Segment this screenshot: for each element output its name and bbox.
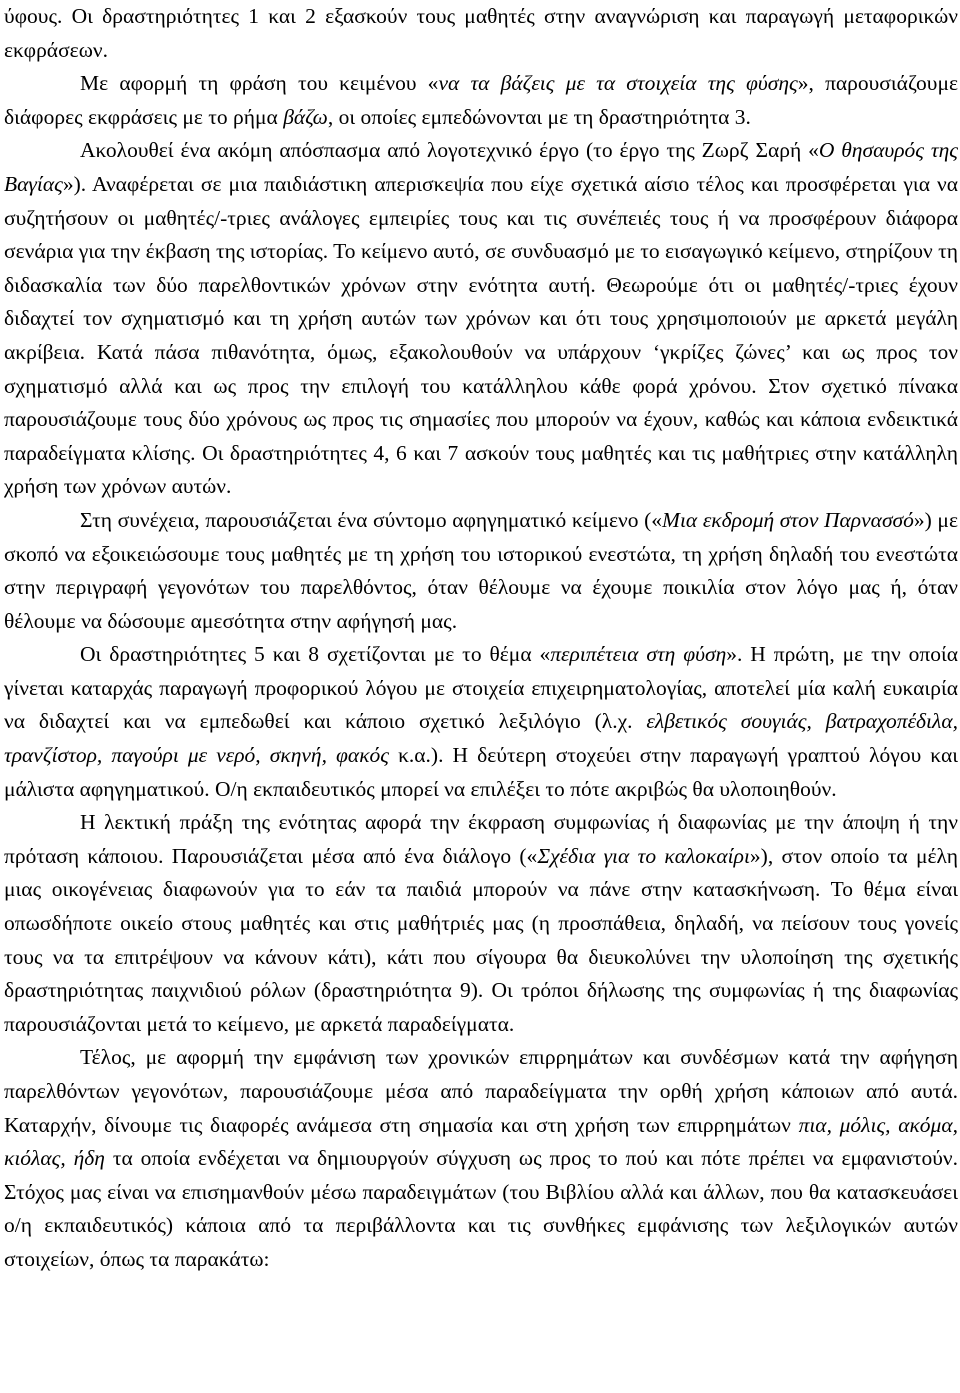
paragraph-text: Στη συνέχεια, παρουσιάζεται ένα σύντομο αφηγηματικό κείμενο («: [80, 507, 663, 532]
paragraph: [4, 67, 958, 134]
paragraph-text: Ακολουθεί ένα ακόμη απόσπασμα από λογοτεχνικό έργο (το έργο της Ζωρζ Σαρή «: [80, 138, 819, 163]
paragraph-text: ») με σκοπό να εξοικειώσουμε τους μαθητές με τη χρήση του ιστορικού ενεστώτα, τη χρήση δηλαδή του ενεστώτα στην περιγραφή γεγονότων του παρελθόντος, όταν θέλουμε να έχουμε ποικιλία στον λόγο μας ή, όταν θέλουμε να δώσουμε αμεσότητα στην αφήγησή μας.: [4, 507, 958, 633]
paragraph-text: »), στον οποίο τα μέλη μιας οικογένειας διαφωνούν για το εάν τα παιδιά μπορούν να πάνε στην κατασκήνωση. Το θέμα είναι οπωσδήποτε οικείο στους μαθητές και στις μαθήτριές μας (η προσπάθεια, δηλαδή, να πείσουν τους γονείς τους να τα επιτρέψουν να κάνουν κάτι), κάτι που σίγουρα θα διευκολύνει την υλοποίηση της σχετικής δραστηριότητας παιχνιδιού ρόλων (δραστηριότητα 9). Οι τρόποι δήλωσης της συμφωνίας ή της διαφωνίας παρουσιάζονται μετά το κείμενο, με αρκετά παραδείγματα.: [4, 843, 958, 1036]
paragraph-text: τα οποία ενδέχεται να δημιουργούν σύγχυση ως προς το πού και πότε πρέπει να εμφανιστούν. Στόχος μας είναι να επισημανθούν μέσω παραδειγμάτων (του Βιβλίου αλλά και άλλων, που θα κατασκευάσει ο/η εκπαιδευτικός) κάποια από τα περιβάλλοντα και τις συνθήκες εμφάνισης των λεξιλογικών αυτών στοιχείων, όπως τα παρακάτω:: [4, 1146, 958, 1271]
paragraph-text: ύφους. Οι δραστηριότητες 1 και 2 εξασκούν τους μαθητές στην αναγνώριση και παραγωγή μεταφορικών εκφράσεων.: [4, 4, 958, 62]
paragraph: [4, 1041, 958, 1276]
paragraph-text: , οι οποίες εμπεδώνονται με τη δραστηριότητα 3.: [327, 104, 751, 129]
italic-text: πια, μόλις, ακόμα, κιόλας, ήδη: [4, 1112, 959, 1171]
paragraph-text: Η λεκτική πράξη της ενότητας αφορά την έκφραση συμφωνίας ή διαφωνίας με την άποψη ή την πρόταση κάποιου. Παρουσιάζεται μέσα από ένα διάλογο («: [4, 810, 958, 868]
italic-text: Σχέδια για το καλοκαίρι: [537, 843, 750, 868]
paragraph-text: », παρουσιάζουμε διάφορες εκφράσεις με το ρήμα: [4, 71, 959, 129]
italic-text: ελβετικός σουγιάς, βατραχοπέδιλα, τρανζίστορ, παγούρι με νερό, σκηνή, φακός: [4, 709, 958, 768]
italic-text: βάζω: [283, 104, 328, 129]
italic-text: περιπέτεια στη φύση: [550, 642, 727, 667]
italic-text: Ο θησαυρός της Βαγίας: [4, 138, 958, 196]
italic-text: να τα βάζεις με τα στοιχεία της φύσης: [438, 71, 798, 96]
paragraph-text: »). Αναφέρεται σε μια παιδιάστικη απερισκεψία που είχε σχετικά αίσιο τέλος και προσφέρεται για να συζητήσουν οι μαθητές/-τριες ανάλογες εμπειρίες τους και τις συνέπειές τους ή να προσφέρουν διάφορα σενάρια για την έκβαση της ιστορίας. Το κείμενο αυτό, σε συνδυασμό με το εισαγωγικό κείμενο, στηρίζουν τη διδασκαλία των δύο παρελθοντικών χρόνων στην ενότητα αυτή. Θεωρούμε ότι οι μαθητές/-τριες έχουν διδαχτεί τον σχηματισμό και τη χρήση αυτών των χρόνων και ότι τους χρησιμοποιούν με αρκετά μεγάλη ακρίβεια. Κατά πάσα πιθανότητα, όμως, εξακολουθούν να υπάρχουν ‘γκρίζες ζώνες’ και ως προς τον σχηματισμό αλλά και ως προς την επιλογή του κατάλληλου κάθε φορά χρόνου. Στον σχετικό πίνακα παρουσιάζουμε τους δύο χρόνους ως προς τις σημασίες που μπορούν να έχουν, καθώς και κάποια ενδεικτικά παραδείγματα κλίσης. Οι δραστηριότητες 4, 6 και 7 ασκούν τους μαθητές και τις μαθήτριες στην κατάλληλη χρήση των χρόνων αυτών.: [4, 171, 958, 499]
paragraph: [4, 0, 958, 67]
paragraph-text: Οι δραστηριότητες 5 και 8 σχετίζονται με το θέμα «: [80, 642, 551, 667]
paragraph-text: ». Η πρώτη, με την οποία γίνεται καταρχάς παραγωγή προφορικού λόγου με στοιχεία επιχειρηματολογίας, αποτελεί μία καλή ευκαιρία να διδαχτεί και να εμπεδωθεί και κάποιο σχετικό λεξιλόγιο (λ.χ.: [4, 642, 959, 734]
paragraph-text: Με αφορμή τη φράση του κειμένου «: [80, 71, 439, 96]
paragraph: [4, 134, 958, 504]
paragraph-text: Τέλος, με αφορμή την εμφάνιση των χρονικών επιρρημάτων και συνδέσμων κατά την αφήγηση παρελθόντων γεγονότων, παρουσιάζουμε μέσα από παραδείγματα την ορθή χρήση κάποιων από αυτά. Καταρχήν, δίνουμε τις διαφορές ανάμεσα στη σημασία και στη χρήση των επιρρημάτων: [4, 1045, 958, 1137]
paragraph: [4, 806, 958, 1041]
paragraph: [4, 504, 958, 638]
paragraph: [4, 638, 958, 806]
paragraph-text: κ.α.). Η δεύτερη στοχεύει στην παραγωγή γραπτού λόγου και μάλιστα αφηγηματικού. Ο/η εκπαιδευτικός μπορεί να επιλέξει το πότε ακριβώς θα υλοποιηθούν.: [4, 743, 958, 801]
italic-text: Μια εκδρομή στον Παρνασσό: [662, 507, 914, 532]
